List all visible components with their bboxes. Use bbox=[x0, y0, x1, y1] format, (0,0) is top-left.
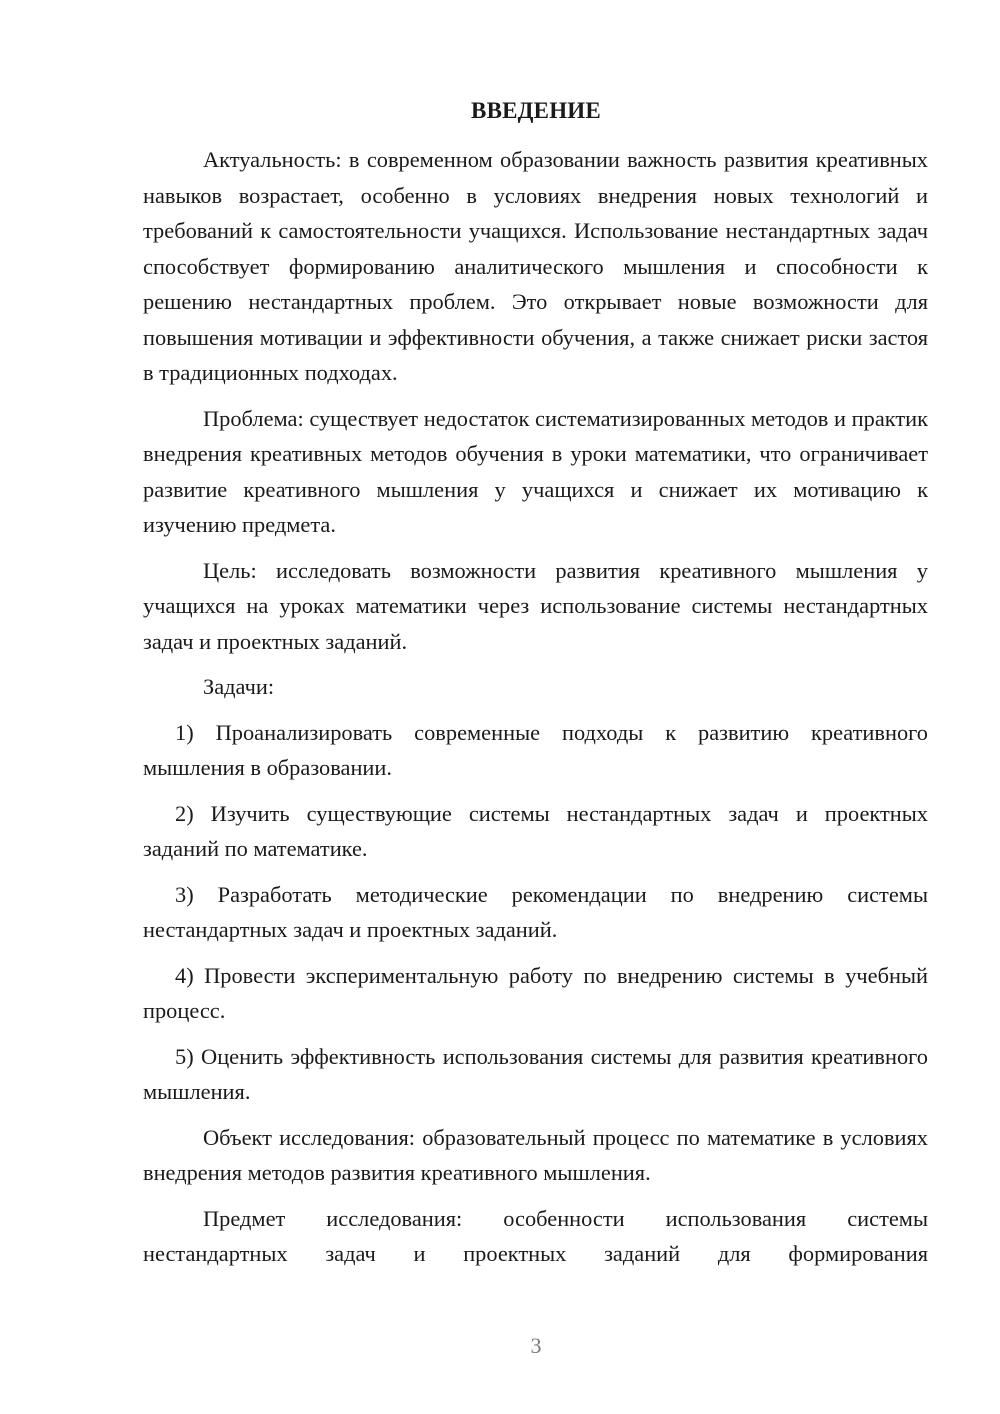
document-body bbox=[143, 142, 928, 1272]
paragraph-tasks-heading: Задачи: bbox=[203, 674, 275, 699]
task-item-3: 3) Разработать методические рекомендации по внедрению системы нестандартных задач и проектных заданий. bbox=[143, 881, 928, 942]
paragraph-subject: Предмет исследования: особенности использования системы нестандартных задач и проектных заданий для формирования bbox=[143, 1205, 928, 1266]
task-item-4: 4) Провести экспериментальную работу по внедрению системы в учебный процесс. bbox=[143, 962, 928, 1023]
task-item-5: 5) Оценить эффективность использования системы для развития креативного мышления. bbox=[143, 1043, 928, 1104]
page-number: 3 bbox=[530, 1333, 542, 1358]
paragraph-problem: Проблема: существует недостаток систематизированных методов и практик внедрения креативных методов обучения в уроки математики, что ограничивает развитие креативного мышления у учащихся и снижает их мотивацию к изучению предмета. bbox=[143, 405, 928, 537]
task-item-1: 1) Проанализировать современные подходы к развитию креативного мышления в образовании. bbox=[143, 719, 928, 780]
page-title: ВВЕДЕНИЕ bbox=[471, 98, 601, 123]
paragraph-relevance: Актуальность: в современном образовании важность развития креативных навыков возрастает, особенно в условиях внедрения новых технологий и требований к самостоятельности учащихся. Использование нестандартных задач способствует формированию аналитического мышления и способности к решению нестандартных проблем. Это открывает новые возможности для повышения мотивации и эффективности обучения, а также снижает риски застоя в традиционных подходах. bbox=[143, 147, 928, 385]
paragraph-goal: Цель: исследовать возможности развития креативного мышления у учащихся на уроках математики через использование системы нестандартных задач и проектных заданий. bbox=[143, 557, 928, 654]
paragraph-object: Объект исследования: образовательный процесс по математике в условиях внедрения методов развития креативного мышления. bbox=[143, 1124, 928, 1185]
task-item-2: 2) Изучить существующие системы нестандартных задач и проектных заданий по математике. bbox=[143, 800, 928, 861]
